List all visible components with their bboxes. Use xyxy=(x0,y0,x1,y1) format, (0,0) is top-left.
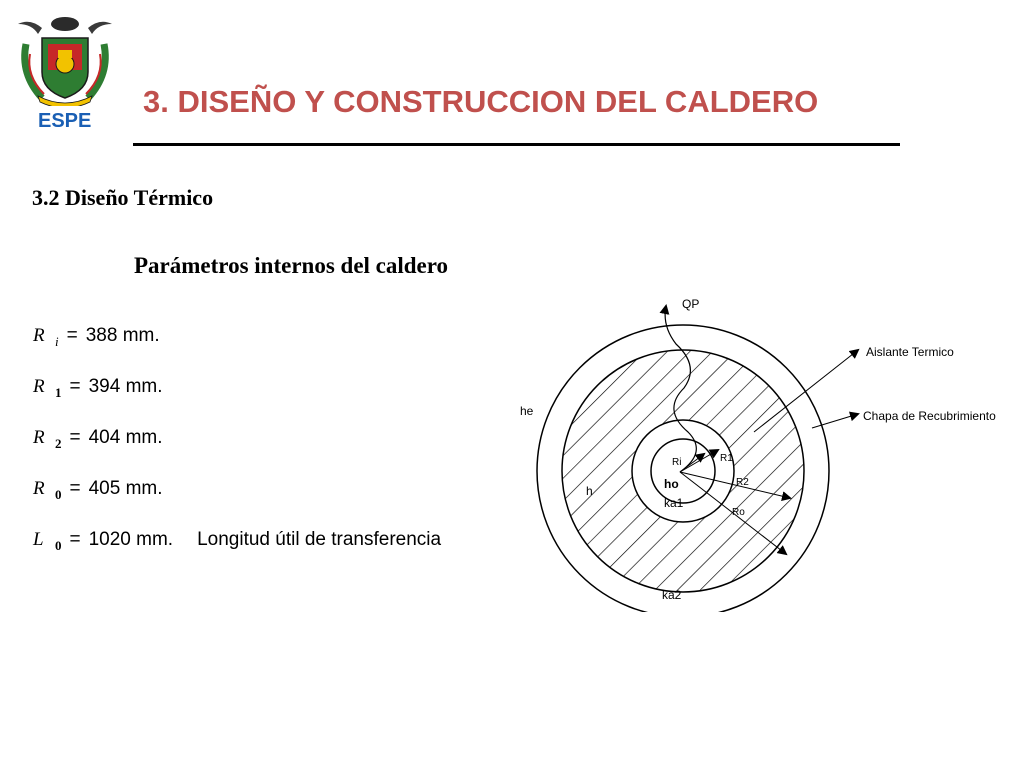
parameter-note: Longitud útil de transferencia xyxy=(197,529,442,550)
page-title: 3. DISEÑO Y CONSTRUCCION DEL CALDERO xyxy=(143,84,819,119)
equals-sign: = xyxy=(69,427,81,448)
label-ka1: ka1 xyxy=(664,496,684,510)
title-divider xyxy=(133,143,900,146)
parameter-l0 xyxy=(33,529,493,580)
label-r1: R1 xyxy=(720,453,733,464)
parameter-value: 388 mm. xyxy=(85,325,160,346)
equals-sign: = xyxy=(69,478,81,499)
parameter-symbol: R xyxy=(33,478,45,499)
parameter-subscript: i xyxy=(55,334,59,349)
label-ka2: ka2 xyxy=(662,588,682,602)
parameter-r2 xyxy=(33,427,493,478)
espe-logo xyxy=(12,14,118,106)
label-qp: QP xyxy=(682,297,700,311)
subsection-heading: Parámetros internos del caldero xyxy=(134,253,449,278)
parameter-subscript: 1 xyxy=(55,385,62,400)
parameter-list xyxy=(33,325,493,580)
parameter-value: 1020 mm. xyxy=(88,529,174,550)
label-aislante: Aislante Termico xyxy=(866,345,954,359)
parameter-r0 xyxy=(33,478,493,529)
parameter-value: 394 mm. xyxy=(88,376,163,397)
equals-sign: = xyxy=(66,325,78,346)
equals-sign: = xyxy=(69,529,81,550)
parameter-subscript: 0 xyxy=(55,538,62,553)
section-heading: 3.2 Diseño Térmico xyxy=(32,185,214,210)
parameter-ri xyxy=(33,325,493,376)
logo-text: ESPE xyxy=(38,110,92,132)
parameter-symbol: L xyxy=(33,529,44,550)
parameter-subscript: 0 xyxy=(55,487,62,502)
parameter-value: 404 mm. xyxy=(88,427,163,448)
inner-tube-inner-circle xyxy=(651,439,715,503)
parameter-r1 xyxy=(33,376,493,427)
label-r2: R2 xyxy=(736,477,749,488)
label-ro: Ro xyxy=(732,507,745,518)
label-chapa: Chapa de Recubrimiento xyxy=(863,409,996,423)
label-he: he xyxy=(520,404,534,418)
label-ri: Ri xyxy=(672,457,682,468)
label-ho: ho xyxy=(664,477,679,491)
parameter-symbol: R xyxy=(33,325,45,346)
boiler-cross-section-diagram xyxy=(512,292,1024,612)
parameter-value: 405 mm. xyxy=(88,478,163,499)
equals-sign: = xyxy=(69,376,81,397)
label-h: h xyxy=(586,484,593,498)
parameter-symbol: R xyxy=(33,376,45,397)
parameter-symbol: R xyxy=(33,427,45,448)
parameter-subscript: 2 xyxy=(55,436,62,451)
